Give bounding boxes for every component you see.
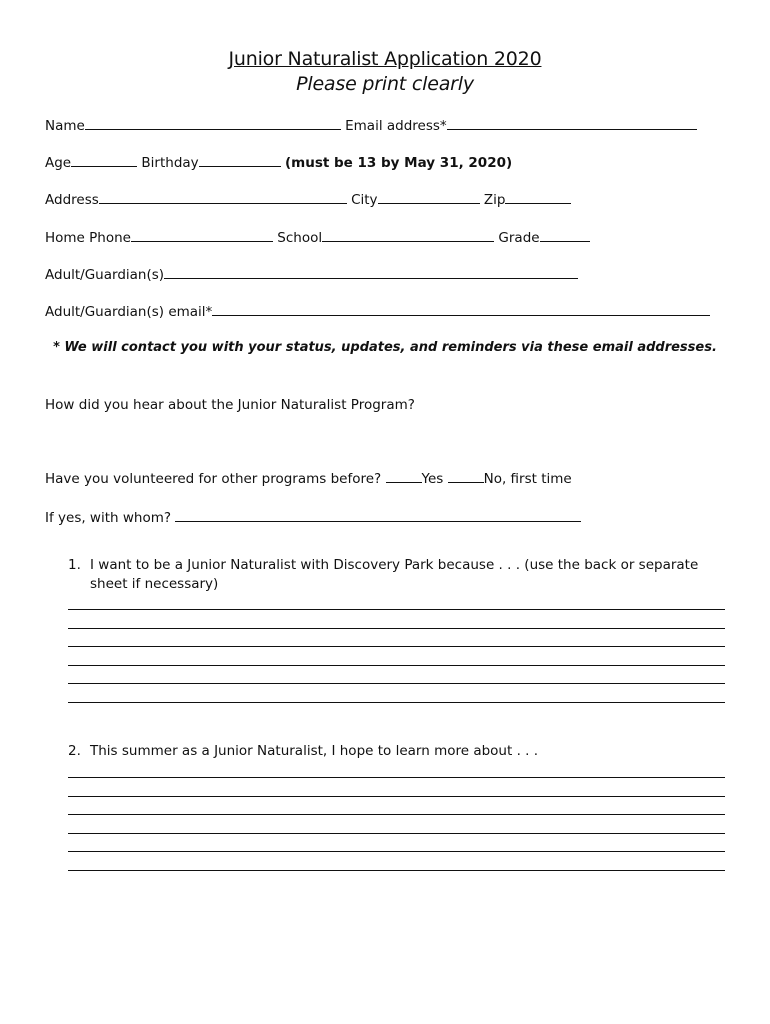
email-contact-note: * We will contact you with your status, updates, and reminders via these email addresses. bbox=[53, 340, 717, 355]
answer-line[interactable] bbox=[68, 796, 725, 797]
yes-label: Yes bbox=[421, 471, 444, 487]
age-label: Age bbox=[45, 155, 72, 171]
school-field[interactable] bbox=[322, 228, 494, 242]
whom-label: If yes, with whom? bbox=[45, 510, 172, 526]
volunteered-row bbox=[45, 469, 572, 488]
address-field[interactable] bbox=[99, 190, 347, 204]
zip-field[interactable] bbox=[505, 190, 571, 204]
answer-line[interactable] bbox=[68, 870, 725, 871]
guardian-field[interactable] bbox=[164, 265, 578, 279]
name-field[interactable] bbox=[85, 116, 341, 130]
whom-row bbox=[45, 508, 581, 527]
answer-line[interactable] bbox=[68, 702, 725, 703]
question-2-answer-lines[interactable] bbox=[68, 777, 725, 889]
question-number: 2. bbox=[68, 743, 81, 759]
question-number: 1. bbox=[68, 557, 81, 573]
grade-label: Grade bbox=[498, 230, 540, 246]
volunteered-question: Have you volunteered for other programs before? bbox=[45, 471, 382, 487]
address-row bbox=[45, 190, 571, 209]
question-2 bbox=[68, 742, 728, 761]
question-text: This summer as a Junior Naturalist, I hope to learn more about . . . bbox=[90, 743, 539, 759]
email-label: Email address* bbox=[345, 118, 447, 134]
no-label: No, first time bbox=[483, 471, 572, 487]
answer-line[interactable] bbox=[68, 628, 725, 629]
answer-line[interactable] bbox=[68, 814, 725, 815]
question-1-answer-lines[interactable] bbox=[68, 609, 725, 721]
zip-label: Zip bbox=[483, 192, 506, 208]
answer-line[interactable] bbox=[68, 609, 725, 610]
age-field[interactable] bbox=[71, 153, 137, 167]
guardian-email-field[interactable] bbox=[212, 302, 710, 316]
age-birthday-row bbox=[45, 153, 512, 172]
question-text: I want to be a Junior Naturalist with Discovery Park because . . . (use the back or separate sheet if necessary) bbox=[90, 557, 699, 592]
guardian-label: Adult/Guardian(s) bbox=[45, 267, 165, 283]
question-1 bbox=[68, 556, 728, 594]
home-phone-label: Home Phone bbox=[45, 230, 131, 246]
name-label: Name bbox=[45, 118, 85, 134]
city-field[interactable] bbox=[378, 190, 480, 204]
guardian-email-label: Adult/Guardian(s) email* bbox=[45, 304, 213, 320]
guardian-row bbox=[45, 265, 578, 284]
no-blank[interactable] bbox=[448, 469, 484, 483]
birthday-field[interactable] bbox=[199, 153, 281, 167]
name-email-row bbox=[45, 116, 697, 135]
birthday-requirement-note: (must be 13 by May 31, 2020) bbox=[284, 155, 513, 171]
answer-line[interactable] bbox=[68, 851, 725, 852]
address-label: Address bbox=[45, 192, 99, 208]
yes-blank[interactable] bbox=[386, 469, 422, 483]
school-label: School bbox=[277, 230, 323, 246]
answer-line[interactable] bbox=[68, 833, 725, 834]
whom-field[interactable] bbox=[175, 508, 581, 522]
answer-line[interactable] bbox=[68, 683, 725, 684]
city-label: City bbox=[351, 192, 378, 208]
phone-school-row bbox=[45, 228, 590, 247]
grade-field[interactable] bbox=[540, 228, 590, 242]
email-field[interactable] bbox=[447, 116, 697, 130]
form-title: Junior Naturalist Application 2020 bbox=[228, 48, 542, 70]
answer-line[interactable] bbox=[68, 646, 725, 647]
birthday-label: Birthday bbox=[141, 155, 199, 171]
guardian-email-row bbox=[45, 302, 710, 321]
answer-line[interactable] bbox=[68, 777, 725, 778]
heard-about-question: How did you hear about the Junior Naturalist Program? bbox=[45, 397, 415, 413]
form-subtitle: Please print clearly bbox=[296, 73, 474, 95]
answer-line[interactable] bbox=[68, 665, 725, 666]
home-phone-field[interactable] bbox=[131, 228, 273, 242]
